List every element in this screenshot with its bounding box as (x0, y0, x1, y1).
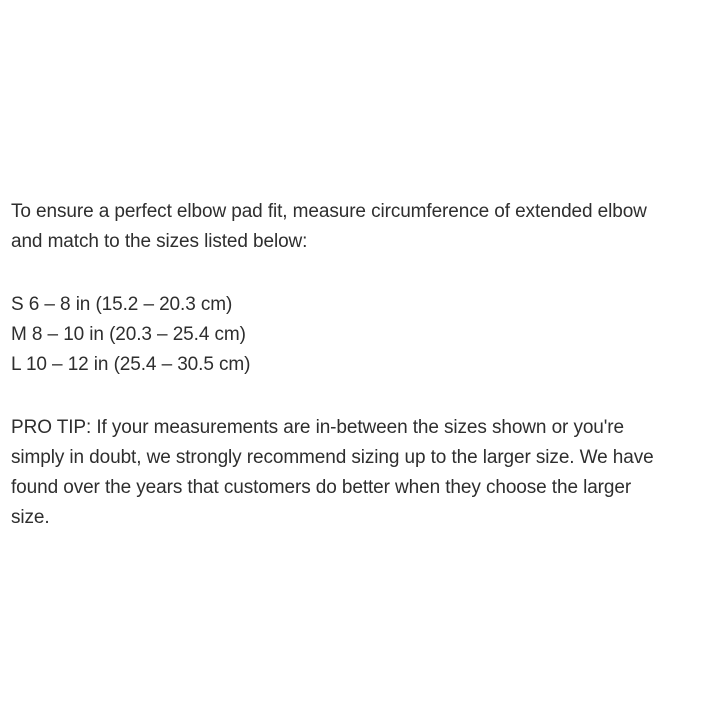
size-row-large: L 10 – 12 in (25.4 – 30.5 cm) (11, 354, 251, 375)
size-row-small: S 6 – 8 in (15.2 – 20.3 cm) (11, 294, 233, 315)
fit-intro-line: and match to the sizes listed below: (11, 231, 308, 252)
fit-intro-paragraph (11, 197, 711, 257)
size-row-medium: M 8 – 10 in (20.3 – 25.4 cm) (11, 324, 246, 345)
size-list (11, 290, 711, 380)
sizing-guide-text-block (11, 197, 711, 533)
pro-tip-line: PRO TIP: If your measurements are in-between the sizes shown or you're (11, 417, 624, 438)
pro-tip-line: found over the years that customers do better when they choose the larger (11, 477, 632, 498)
fit-intro-line: To ensure a perfect elbow pad fit, measure circumference of extended elbow (11, 201, 647, 222)
pro-tip-line: simply in doubt, we strongly recommend sizing up to the larger size. We have (11, 447, 654, 468)
pro-tip-paragraph (11, 413, 711, 533)
pro-tip-line: size. (11, 507, 50, 528)
